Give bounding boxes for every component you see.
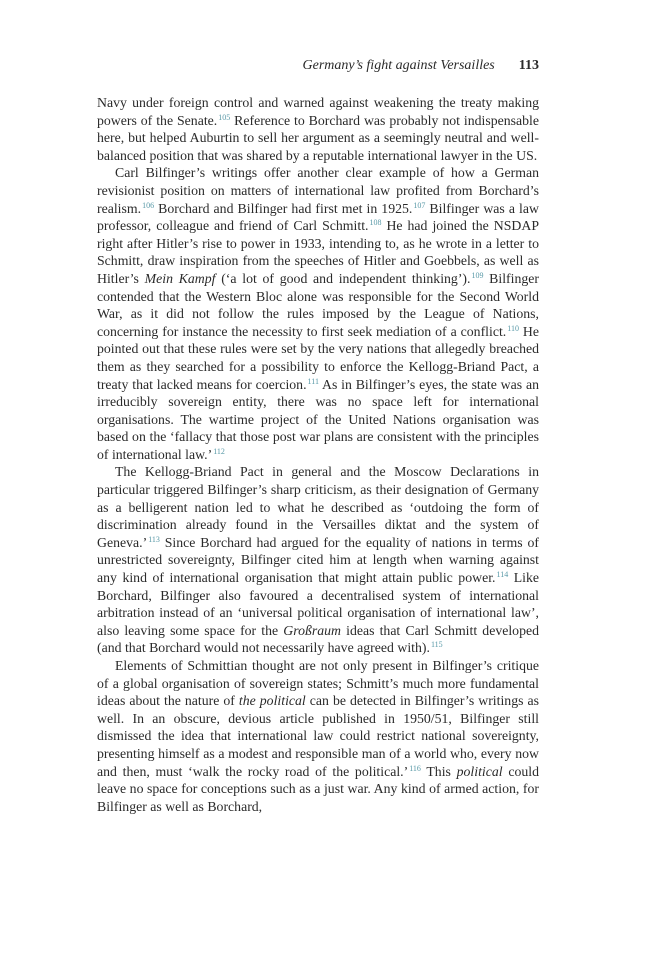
footnote-ref: 109 [471,270,484,280]
footnote-ref: 113 [148,534,160,544]
text-run: Navy under foreign control and warned against weakening the treaty making powers of the Senate. [97,95,539,128]
text-run: Bilfinger contended that the Western Bloc alone was responsible for the Second World War, as it did not follow the rules imposed by the League of Nations, concerning for instance the necessity to first seek mediation of a conflict. [97,270,539,339]
page-number: 113 [518,58,539,73]
running-title: Germany’s fight against Versailles [302,58,495,73]
text-run: As in Bilfinger’s eyes, the state was an irreducibly sovereign entity, there was no space left for international organisations. The wartime project of the United Nations organisation was based on the ‘fallacy that those post war plans are consistent with the principles of international law.’ [97,376,539,462]
italic-text: Mein Kampf [144,270,216,286]
text-run: can be detected in Bilfinger’s writings as well. In an obscure, devious article published in 1950/51, Bilfinger still dismissed the idea that international law could restrict national sovereignty, presenting himself as a modest and responsible man of a world who, every now and then, must ‘walk the rocky road of the political.’ [97,693,539,779]
italic-text: the political [238,693,306,709]
text-run: Reference to Borchard was probably not indispensable here, but helped Auburtin to sell her argument as a seemingly neutral and well-balanced position that was shared by a reputable international lawyer in the US. [97,112,539,163]
text-run: Bilfinger was a law professor, colleague and friend of Carl Schmitt. [97,200,539,234]
body-text [97,94,539,815]
text-run: He had joined the NSDAP right after Hitler’s rise to power in 1933, intending to, as he wrote in a letter to Schmitt, draw inspiration from the speeches of Hitler and Goebbels, as well as Hitler’s [97,218,539,286]
italic-text: Großraum [283,622,341,638]
paragraph [97,463,539,657]
footnote-ref: 108 [369,218,382,228]
footnote-ref: 111 [307,376,319,386]
text-run: ideas that Carl Schmitt developed (and that Borchard would not necessarily have agreed with). [97,622,539,656]
footnote-ref: 116 [409,763,421,773]
text-run: This [420,763,457,779]
footnote-ref: 110 [507,323,519,333]
text-run: He pointed out that these rules were set by the very nations that allegedly breached them as they searched for a possibility to enforce the Kellogg-Briand Pact, a treaty that lacked means for coercion. [97,323,539,392]
italic-text: political [456,763,503,779]
paragraph [97,657,539,815]
footnote-ref: 107 [413,200,426,210]
text-run: could leave no space for conceptions such as a just war. Any kind of armed action, for Bilfinger as well as Borchard, [97,763,539,814]
text-run: Carl Bilfinger’s writings offer another clear example of how a German revisionist position on matters of international law profited from Borchard’s realism. [97,165,539,216]
paragraph [97,164,539,463]
footnote-ref: 114 [496,570,509,580]
book-page [97,56,539,815]
text-run: (‘a lot of good and independent thinking’). [215,270,471,286]
text-run: Since Borchard had argued for the equality of nations in terms of unrestricted sovereignty, Bilfinger cited him at length when warning against any kind of international organisation that might attain public power. [97,534,539,586]
text-run: Elements of Schmittian thought are not only present in Bilfinger’s critique of a global organisation of sovereign states; Schmitt’s much more fundamental ideas about the nature of [97,658,539,709]
footnote-ref: 105 [218,112,231,122]
footnote-ref: 115 [430,640,443,650]
text-run: The Kellogg-Briand Pact in general and the Moscow Declarations in particular triggered Bilfinger’s sharp criticism, as their designation of Germany as a belligerent nation led to what he described as ‘outdoing the form of discrimination already found in the Versailles diktat and the system of Geneva.’ [97,464,539,550]
footnote-ref: 106 [142,200,155,210]
text-run: Borchard and Bilfinger had first met in 1925. [154,200,413,216]
paragraph [97,94,539,164]
footnote-ref: 112 [213,446,225,456]
text-run: Like Borchard, Bilfinger also favoured a decentralised system of international arbitration instead of an ‘universal political organisation of international law’, also leaving some space for the [97,570,539,638]
running-head [97,56,539,76]
